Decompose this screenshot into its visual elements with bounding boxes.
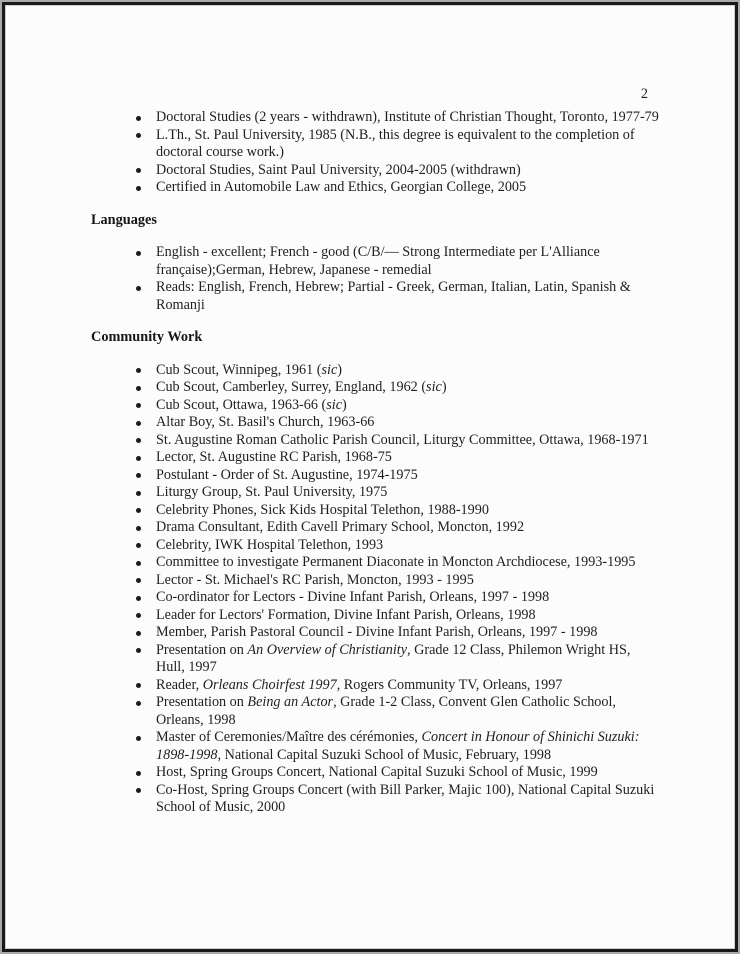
list-item bbox=[91, 554, 659, 572]
bullet-icon bbox=[136, 251, 141, 256]
scan-frame-inner bbox=[5, 5, 735, 949]
list-item-text bbox=[156, 624, 598, 640]
text-segment: Doctoral Studies, Saint Paul University, 2004-2005 (withdrawn) bbox=[156, 161, 521, 178]
text-segment: Presentation on bbox=[156, 694, 248, 710]
list-item bbox=[91, 379, 659, 397]
bullet-icon bbox=[136, 133, 141, 138]
list-item-text bbox=[156, 467, 418, 483]
bullet-icon bbox=[136, 386, 141, 391]
languages-list bbox=[91, 244, 734, 314]
list-item bbox=[91, 179, 659, 197]
text-segment: Lector, St. Augustine RC Parish, 1968-75 bbox=[156, 449, 392, 465]
text-segment: An Overview of Christianity bbox=[247, 641, 408, 658]
bullet-icon bbox=[136, 473, 141, 478]
bullet-icon bbox=[136, 561, 141, 566]
text-segment: Cub Scout, Ottawa, 1963-66 ( bbox=[156, 396, 327, 413]
text-segment: Celebrity, IWK Hospital Telethon, 1993 bbox=[156, 536, 384, 553]
text-segment: , Grade 1-2 Class, Convent Glen Catholic School, Orleans, 1998 bbox=[156, 694, 616, 728]
list-item-text bbox=[156, 677, 562, 693]
text-segment: , Rogers Community TV, Orleans, 1997 bbox=[336, 676, 563, 693]
list-item bbox=[91, 624, 659, 642]
section-heading-languages: Languages bbox=[91, 211, 157, 228]
text-segment: Lector - St. Michael's RC Parish, Moncton, 1993 - 1995 bbox=[156, 571, 474, 588]
bullet-icon bbox=[136, 578, 141, 583]
list-item bbox=[91, 432, 659, 450]
page-content bbox=[6, 6, 734, 817]
list-item-text bbox=[156, 572, 474, 588]
list-item bbox=[91, 537, 659, 555]
text-segment: Co-Host, Spring Groups Concert (with Bill Parker, Majic 100), National Capital Suzuki School of Music, 2000 bbox=[156, 781, 655, 815]
bullet-icon bbox=[136, 368, 141, 373]
list-item-text bbox=[156, 414, 374, 430]
list-item-text bbox=[156, 179, 526, 195]
list-item bbox=[91, 127, 659, 162]
list-item-text bbox=[156, 432, 649, 448]
bullet-icon bbox=[136, 613, 141, 618]
page-number: 2 bbox=[640, 86, 648, 102]
list-item-text bbox=[156, 109, 659, 125]
list-item-text bbox=[156, 502, 489, 518]
bullet-icon bbox=[136, 543, 141, 548]
list-item bbox=[91, 162, 659, 180]
list-item bbox=[91, 589, 659, 607]
list-item-text bbox=[156, 379, 447, 395]
list-item-text bbox=[156, 589, 549, 605]
bullet-icon bbox=[136, 526, 141, 531]
text-segment: Committee to investigate Permanent Diaconate in Moncton Archdiocese, 1993-1995 bbox=[156, 554, 636, 570]
list-item bbox=[91, 519, 659, 537]
text-segment: Member, Parish Pastoral Council - Divine Infant Parish, Orleans, 1997 - 1998 bbox=[156, 624, 598, 640]
list-item-text bbox=[156, 764, 598, 780]
bullet-icon bbox=[136, 788, 141, 793]
list-item-text bbox=[156, 519, 524, 535]
education-list bbox=[91, 109, 734, 197]
text-segment: L.Th., St. Paul University, 1985 (N.B., this degree is equivalent to the completion of doctoral course work.) bbox=[156, 126, 635, 160]
text-segment: Reads: English, French, Hebrew; Partial - Greek, German, Italian, Latin, Spanish & Romanji bbox=[156, 279, 631, 313]
list-item-text bbox=[156, 127, 635, 161]
list-item bbox=[91, 414, 659, 432]
text-segment: ) bbox=[342, 396, 347, 413]
community-work-list bbox=[91, 362, 734, 817]
list-item bbox=[91, 397, 659, 415]
list-item bbox=[91, 642, 659, 677]
text-segment: Drama Consultant, Edith Cavell Primary School, Moncton, 1992 bbox=[156, 519, 525, 535]
text-segment: Certified in Automobile Law and Ethics, Georgian College, 2005 bbox=[156, 179, 527, 195]
bullet-icon bbox=[136, 421, 141, 426]
list-item-text bbox=[156, 729, 639, 763]
bullet-icon bbox=[136, 286, 141, 291]
list-item bbox=[91, 694, 659, 729]
list-item bbox=[91, 449, 659, 467]
list-item bbox=[91, 607, 659, 625]
list-item bbox=[91, 279, 659, 314]
text-segment: sic bbox=[426, 379, 442, 395]
list-item bbox=[91, 362, 659, 380]
list-item-text bbox=[156, 244, 600, 278]
list-item-text bbox=[156, 694, 616, 728]
text-segment: Postulant - Order of St. Augustine, 1974-1975 bbox=[156, 466, 418, 483]
list-item bbox=[91, 467, 659, 485]
bullet-icon bbox=[136, 631, 141, 636]
list-item-text bbox=[156, 607, 536, 623]
list-item bbox=[91, 484, 659, 502]
list-item bbox=[91, 729, 659, 764]
list-item bbox=[91, 109, 659, 127]
text-segment: Cub Scout, Winnipeg, 1961 ( bbox=[156, 361, 322, 378]
list-item-text bbox=[156, 642, 630, 676]
list-item-text bbox=[156, 554, 636, 570]
text-segment: Concert in Honour of Shinichi Suzuki: 1898-1998 bbox=[156, 729, 640, 763]
text-segment: Orleans Choirfest 1997 bbox=[202, 676, 337, 693]
bullet-icon bbox=[136, 116, 141, 121]
text-segment: Being an Actor bbox=[247, 694, 334, 710]
text-segment: ) bbox=[441, 379, 447, 395]
list-item bbox=[91, 764, 659, 782]
list-item bbox=[91, 782, 659, 817]
scan-frame-border bbox=[2, 2, 738, 952]
bullet-icon bbox=[136, 491, 141, 496]
text-segment: Host, Spring Groups Concert, National Capital Suzuki School of Music, 1999 bbox=[156, 764, 598, 780]
text-segment: Cub Scout, Camberley, Surrey, England, 1962 ( bbox=[156, 379, 427, 395]
bullet-icon bbox=[136, 456, 141, 461]
text-segment: Altar Boy, St. Basil's Church, 1963-66 bbox=[156, 414, 375, 430]
bullet-icon bbox=[136, 168, 141, 173]
text-segment: St. Augustine Roman Catholic Parish Council, Liturgy Committee, Ottawa, 1968-1971 bbox=[156, 431, 649, 448]
text-segment: sic bbox=[321, 361, 338, 378]
list-item-text bbox=[156, 162, 521, 178]
list-item-text bbox=[156, 279, 631, 313]
section-heading-community-work: Community Work bbox=[91, 329, 203, 345]
text-segment: Celebrity Phones, Sick Kids Hospital Telethon, 1988-1990 bbox=[156, 501, 489, 518]
list-item bbox=[91, 572, 659, 590]
text-segment: Presentation on bbox=[156, 641, 248, 658]
text-segment: Liturgy Group, St. Paul University, 1975 bbox=[156, 484, 388, 500]
list-item-text bbox=[156, 782, 654, 816]
list-item-text bbox=[156, 362, 342, 378]
bullet-icon bbox=[136, 508, 141, 513]
text-segment: Co-ordinator for Lectors - Divine Infant Parish, Orleans, 1997 - 1998 bbox=[156, 589, 550, 605]
bullet-icon bbox=[136, 771, 141, 776]
text-segment: Leader for Lectors' Formation, Divine Infant Parish, Orleans, 1998 bbox=[156, 606, 536, 623]
list-item bbox=[91, 677, 659, 695]
bullet-icon bbox=[136, 596, 141, 601]
bullet-icon bbox=[136, 438, 141, 443]
bullet-icon bbox=[136, 736, 141, 741]
list-item-text bbox=[156, 397, 347, 413]
text-segment: Doctoral Studies (2 years - withdrawn), Institute of Christian Thought, Toronto, 1977-79 bbox=[156, 109, 659, 125]
bullet-icon bbox=[136, 701, 141, 706]
list-item-text bbox=[156, 449, 392, 465]
list-item-text bbox=[156, 537, 383, 553]
text-segment: English - excellent; French - good (C/B/— Strong Intermediate per L'Alliance française);German, Hebrew, Japanese - remedial bbox=[156, 244, 600, 278]
bullet-icon bbox=[136, 186, 141, 191]
list-item bbox=[91, 502, 659, 520]
list-item-text bbox=[156, 484, 387, 500]
text-segment: , National Capital Suzuki School of Music, February, 1998 bbox=[217, 746, 552, 763]
bullet-icon bbox=[136, 403, 141, 408]
text-segment: Master of Ceremonies/Maître des cérémonies, bbox=[156, 729, 422, 745]
text-segment: , Grade 12 Class, Philemon Wright HS, Hull, 1997 bbox=[156, 641, 631, 675]
text-segment: ) bbox=[337, 361, 342, 378]
text-segment: Reader, bbox=[156, 676, 203, 693]
document-page bbox=[6, 6, 734, 948]
bullet-icon bbox=[136, 648, 141, 653]
list-item bbox=[91, 244, 659, 279]
bullet-icon bbox=[136, 683, 141, 688]
text-segment: sic bbox=[326, 396, 342, 413]
